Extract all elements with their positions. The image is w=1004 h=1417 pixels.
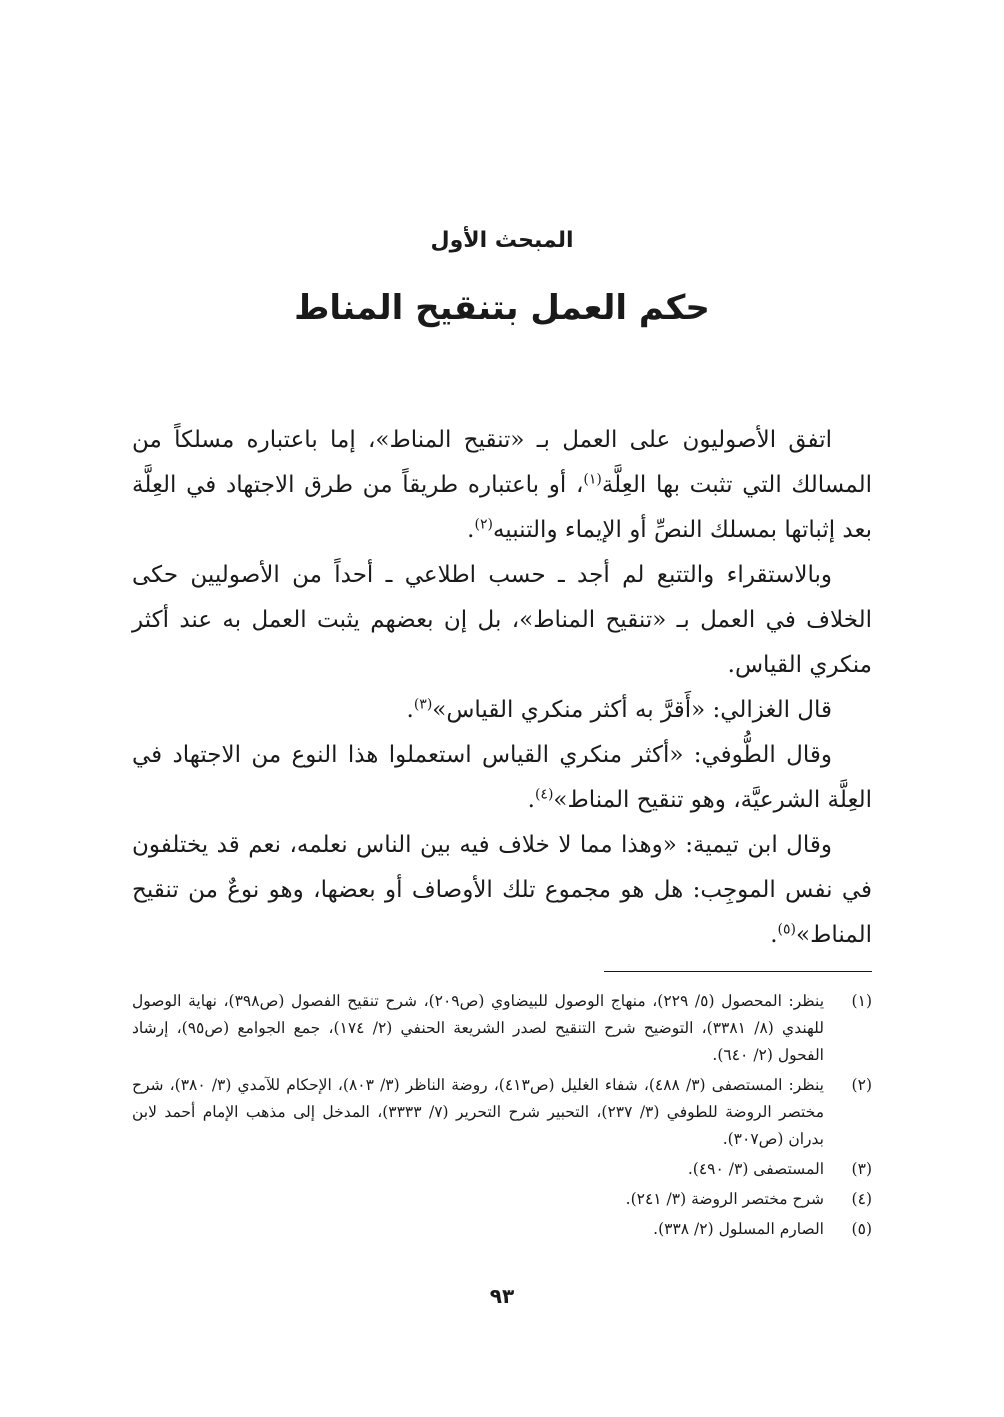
section-label: المبحث الأول [430,228,574,253]
paragraph-5-part-b: . [770,922,778,948]
paragraph-1-part-c: . [467,517,475,543]
footnote-text: ينظر: المستصفى (٣/ ٤٨٨)، شفاء الغليل (ص٤١٣)، روضة الناظر (٣/ ٨٠٣)، الإحكام للآمدي (٣/ ٣٨٠)، شرح مختصر الروضة للطوفي (٣/ ٢٣٧)، التحبير شرح التحرير (٧/ ٣٣٣٣)، المدخل إلى مذهب الإمام أحمد لابن بدران (ص٣٠٧). [132,1076,824,1148]
paragraph-3-part-a: قال الغزالي: «أَقرَّ به أكثر منكري القياس» [432,697,832,723]
footnote-4 [132,1186,872,1213]
footnote-number: (٤) [851,1190,872,1208]
footnote-number: (٥) [851,1220,872,1238]
footnote-ref-3: (٣) [413,696,433,713]
footnote-divider [604,971,872,972]
page-number: ٩٣ [489,1284,515,1308]
footnote-number: (٣) [851,1160,872,1178]
paragraph-3-part-b: . [406,697,414,723]
footnote-text: ينظر: المحصول (٥/ ٢٢٩)، منهاج الوصول للبيضاوي (ص٢٠٩)، شرح تنقيح الفصول (ص٣٩٨)، نهاية الوصول للهندي (٨/ ٣٣٨١)، التوضيح شرح التنقيح لصدر الشريعة الحنفي (٢/ ١٧٤)، جمع الجوامع (ص٩٥)، إرشاد الفحول (٢/ ٦٤٠). [132,992,825,1064]
footnote-ref-4: (٤) [534,786,554,803]
main-text [132,418,872,958]
paragraph-2: وبالاستقراء والتتبع لم أجد ـ حسب اطلاعي ـ أحداً من الأصوليين حكى الخلاف في العمل بـ «تنقيح المناط»، بل إن بعضهم يثبت العمل به عند أكثر منكري القياس. [132,562,872,678]
footnote-text: الصارم المسلول (٢/ ٣٣٨). [653,1220,824,1238]
chapter-title: حكم العمل بتنقيح المناط [294,288,710,328]
footnote-5 [132,1216,872,1243]
paragraph-5 [132,823,872,958]
footnote-ref-5: (٥) [777,921,796,938]
footnote-3 [132,1156,872,1183]
footnote-ref-1: (١) [583,471,602,488]
paragraph-1 [132,418,872,553]
footnote-2 [132,1072,872,1153]
paragraph-4-part-b: . [527,787,535,813]
paragraph-1-part-a: اتفق الأصوليون على العمل بـ «تنقيح المناط»، إما باعتباره مسلكاً من المسالك التي تثبت بها العِلَّة [132,427,872,498]
paragraph-1-part-b: ، أو باعتباره طريقاً من طرق الاجتهاد في العِلَّة بعد إثباتها بمسلك النصِّ أو الإيماء والتنبيه [132,472,872,543]
paragraph-3 [132,688,872,733]
footnote-text: المستصفى (٣/ ٤٩٠). [687,1160,824,1178]
paragraph-4-part-a: وقال الطُّوفي: «أكثر منكري القياس استعملوا هذا النوع من الاجتهاد في العِلَّة الشرعيَّة، وهو تنقيح المناط» [132,742,872,813]
footnote-ref-2: (٢) [474,516,493,533]
footnote-number: (٢) [851,1076,872,1094]
footnote-1 [132,988,872,1069]
paragraph-4 [132,733,872,823]
footnote-text: شرح مختصر الروضة (٣/ ٢٤١). [625,1190,824,1208]
paragraph-5-part-a: وقال ابن تيمية: «وهذا مما لا خلاف فيه بين الناس نعلمه، نعم قد يختلفون في نفس الموجِب: هل هو مجموع تلك الأوصاف أو بعضها، وهو نوعٌ من تنقيح المناط» [132,832,872,948]
footnotes [132,988,872,1246]
footnote-number: (١) [851,992,872,1010]
